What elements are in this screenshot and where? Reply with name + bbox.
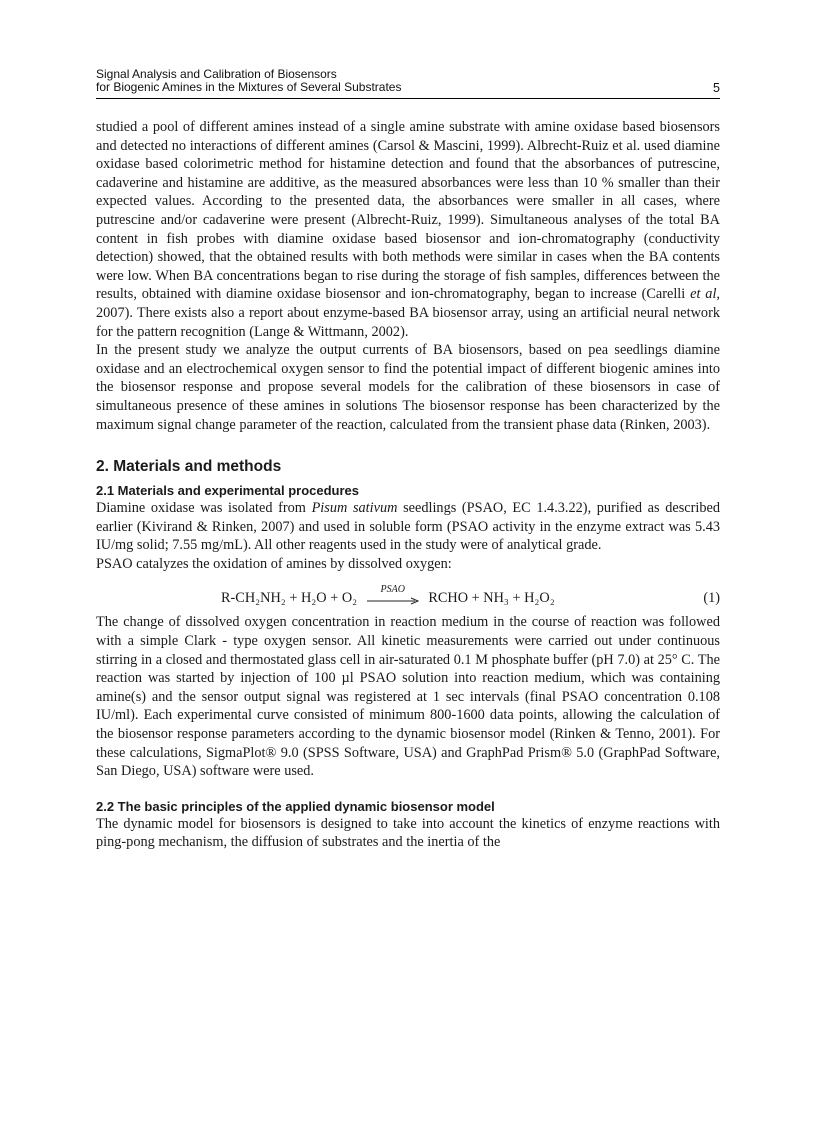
page-number: 5: [713, 81, 720, 95]
subsection-heading-materials: 2.1 Materials and experimental procedures: [96, 483, 359, 499]
reaction-arrow-icon: [367, 584, 419, 605]
equation-number: (1): [703, 590, 720, 607]
paragraph-dynamic-model: The dynamic model for biosensors is designed to take into account the kinetics of enzyme reactions with ping-pong mechanism, the diffusion of substrates and the inertia of the: [96, 815, 720, 851]
paragraph-diamine-oxidase: Diamine oxidase was isolated from Pisum sativum seedlings (PSAO, EC 1.4.3.22), purified as described earlier (Kivirand & Rinken, 2007) and used in soluble form (PSAO activity in the enzyme extract was 5.43 IU/mg solid; 7.55 mg/mL). All other reagents used in the study were of analytical grade.: [96, 500, 720, 554]
running-header: [96, 68, 720, 99]
reaction-equation: [96, 579, 720, 609]
equation-reactants: R-CH₂NH₂ + H₂O + O₂: [221, 590, 358, 607]
header-title-line2: for Biogenic Amines in the Mixtures of Several Substrates: [96, 80, 402, 94]
paragraph-psao-catalyzes: PSAO catalyzes the oxidation of amines by dissolved oxygen:: [96, 555, 452, 572]
subsection-heading-dynamic-model: 2.2 The basic principles of the applied dynamic biosensor model: [96, 798, 495, 814]
paragraph-present-study: In the present study we analyze the output currents of BA biosensors, based on pea seedlings diamine oxidase and an electrochemical oxygen sensor to find the potential impact of different biogenic amines into the biosensor response and propose several models for the calibration of these biosensors in case of simultaneous presence of these amines in solutions The biosensor response has been characterized by the maximum signal change parameter of the reaction, calculated from the transient phase data (Rinken, 2003).: [96, 342, 720, 433]
paragraph-intro-continuation: studied a pool of different amines instead of a single amine substrate with amine oxidase based biosensors and detected no interactions of different amines (Carsol & Mascini, 1999). Albrecht-Ruiz et al. used diamine oxidase based colorimetric method for histamine detection and found that the absorbances of putrescine, cadaverine and histamine are additive, as the measured absorbances were less than 10 % smaller than their expected values. According to the presented data, the absorbances were smaller in all cases, where putrescine and/or cadaverine were present (Albrecht-Ruiz, 1999). Simultaneous analyses of the total BA content in fish probes with diamine oxidase based biosensor and ion-chromatography (conductivity detection) showed, that the obtained results with both methods were similar in cases when the BA contents were low. When BA concentrations began to rise during the storage of fish samples, differences between the results, obtained with diamine oxidase biosensor and ion-chromatography, began to increase (Carelli et al, 2007). There exists also a report about enzyme-based BA biosensor array, using an artificial neural network for the pattern recognition (Lange & Wittmann, 2002).: [96, 119, 720, 340]
paragraph-oxygen-measurement: The change of dissolved oxygen concentration in reaction medium in the course of reaction was followed with a simple Clark - type oxygen sensor. All kinetic measurements were carried out under continuous stirring in a closed and thermostated glass cell in air-saturated 0.1 M phosphate buffer (pH 7.0) at 25° C. The reaction was started by injection of 100 µl PSAO solution into reaction medium, which was containing amine(s) and the sensor output signal was registered at 1 sec intervals (final PSAO concentration 0.108 IU/ml). Each experimental curve consisted of minimum 800-1600 data points, allowing the calculation of the biosensor response parameters according to the dynamic biosensor model (Rinken & Tenno, 2001). For these calculations, SigmaPlot® 9.0 (SPSS Software, USA) and GraphPad Prism® 5.0 (GraphPad Software, San Diego, USA) software were used.: [96, 614, 720, 780]
header-title-line1: Signal Analysis and Calibration of Biosensors: [96, 67, 337, 81]
section-heading-materials-methods: 2. Materials and methods: [96, 458, 282, 476]
equation-products: RCHO + NH₃ + H₂O₂: [428, 590, 555, 607]
arrow-label: PSAO: [380, 584, 405, 596]
body-text: [96, 118, 720, 852]
